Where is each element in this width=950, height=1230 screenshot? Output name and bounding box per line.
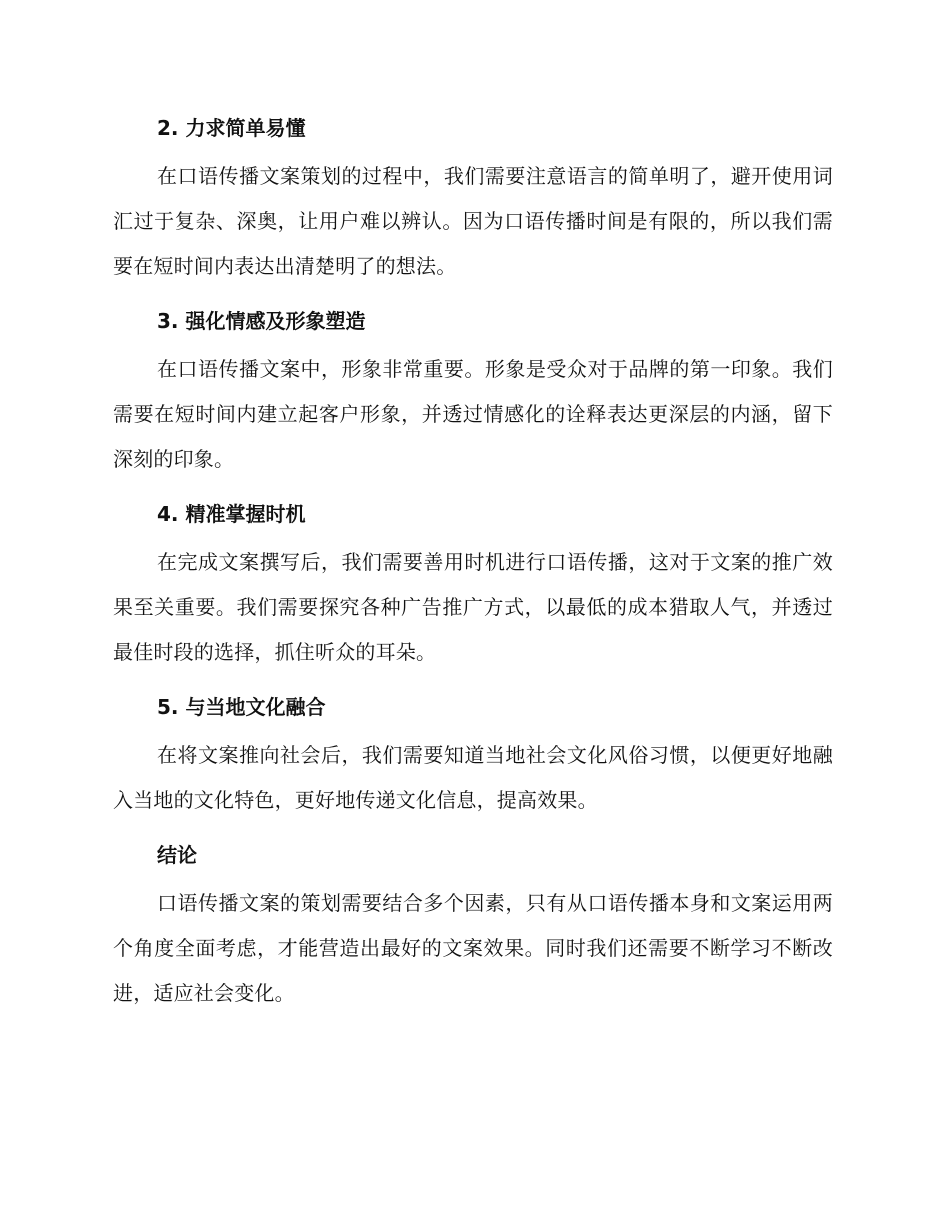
conclusion-heading: 结论 [157, 843, 197, 867]
section-paragraph: 在口语传播文案策划的过程中，我们需要注意语言的简单明了，避开使用词汇过于复杂、深奥，让用户难以辨认。因为口语传播时间是有限的，所以我们需要在短时间内表达出清楚明了的想法。 [113, 164, 833, 278]
section-heading: 5. 与当地文化融合 [157, 695, 326, 719]
section-heading: 3. 强化情感及形象塑造 [157, 309, 366, 333]
section-paragraph: 在口语传播文案中，形象非常重要。形象是受众对于品牌的第一印象。我们需要在短时间内建立起客户形象，并透过情感化的诠释表达更深层的内涵，留下深刻的印象。 [113, 357, 833, 471]
document-body [113, 108, 833, 1028]
section-paragraph: 在将文案推向社会后，我们需要知道当地社会文化风俗习惯，以便更好地融入当地的文化特色，更好地传递文化信息，提高效果。 [113, 743, 833, 812]
section-heading: 2. 力求简单易懂 [157, 116, 306, 140]
section-paragraph: 在完成文案撰写后，我们需要善用时机进行口语传播，这对于文案的推广效果至关重要。我们需要探究各种广告推广方式，以最低的成本猎取人气，并透过最佳时段的选择，抓住听众的耳朵。 [113, 550, 833, 664]
section-heading: 4. 精准掌握时机 [157, 502, 306, 526]
conclusion-paragraph: 口语传播文案的策划需要结合多个因素，只有从口语传播本身和文案运用两个角度全面考虑，才能营造出最好的文案效果。同时我们还需要不断学习不断改进，适应社会变化。 [113, 891, 833, 1005]
